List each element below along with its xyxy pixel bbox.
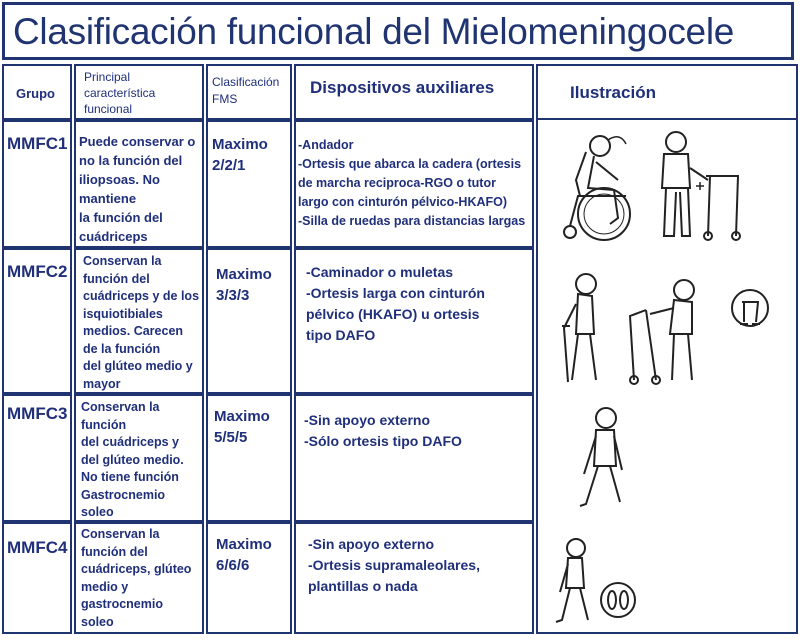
row-4-fms xyxy=(206,522,292,634)
orthosis-icon xyxy=(730,288,770,336)
row-1-caracteristica xyxy=(74,120,204,248)
row-2-grupo xyxy=(2,248,72,394)
row-4-grupo-label: MMFC4 xyxy=(7,538,68,557)
row-1-fms xyxy=(206,120,292,248)
page-title: Clasificación funcional del Mielomeningocele xyxy=(13,11,735,52)
header-dispositivos-label: Dispositivos auxiliares xyxy=(310,78,495,97)
title-box xyxy=(2,2,794,60)
row-1-dispositivos-text: -Andador -Ortesis que abarca la cadera (ortesis de marcha reciproca-RGO o tutor largo con cinturón pélvico-HKAFO) -Silla de ruedas para distancias largas xyxy=(298,138,526,228)
row-2-grupo-label: MMFC2 xyxy=(7,262,68,281)
row-3-grupo-label: MMFC3 xyxy=(7,404,68,423)
row-3-dispositivos xyxy=(294,394,534,522)
crutches-child-icon xyxy=(546,270,618,388)
header-ilustracion xyxy=(536,64,798,120)
row-1-grupo xyxy=(2,120,72,248)
walking-child-icon xyxy=(570,404,640,516)
wheelchair-child-icon xyxy=(556,130,656,245)
row-1-fms-text: Maximo 2/2/1 xyxy=(212,136,268,174)
row-3-caracteristica xyxy=(74,394,204,522)
row-4-dispositivos xyxy=(294,522,534,634)
row-2-caracteristica-text: Conservan la función del cuádriceps y de los isquiotibiales medios. Carecen de la función del glúteo medio y mayor xyxy=(83,254,200,391)
row-2-fms xyxy=(206,248,292,394)
row-4-fms-text: Maximo 6/6/6 xyxy=(216,536,272,574)
row-1-caracteristica-text: Puede conservar o no la función del iliopsoas. No mantiene la función del cuádriceps xyxy=(79,134,196,244)
row-2-fms-text: Maximo 3/3/3 xyxy=(216,266,272,304)
row-3-fms xyxy=(206,394,292,522)
row-4-grupo xyxy=(2,522,72,634)
header-caracteristica xyxy=(74,64,204,120)
header-fms-label: Clasificación FMS xyxy=(212,75,280,106)
header-grupo xyxy=(2,64,72,120)
row-1-dispositivos xyxy=(294,120,534,248)
row-4-caracteristica xyxy=(74,522,204,634)
row-4-dispositivos-text: -Sin apoyo externo -Ortesis supramaleolares, plantillas o nada xyxy=(308,536,480,594)
row-2-dispositivos-text: -Caminador o muletas -Ortesis larga con cinturón pélvico (HKAFO) u ortesis tipo DAFO xyxy=(306,264,485,343)
row-1-grupo-label: MMFC1 xyxy=(7,134,68,153)
walker-child-icon xyxy=(626,276,718,386)
row-4-caracteristica-text: Conservan la función del cuádriceps, glúteo medio y gastrocnemio soleo xyxy=(81,527,192,629)
header-dispositivos xyxy=(294,64,534,120)
row-3-caracteristica-text: Conservan la función del cuádriceps y del glúteo medio. No tiene función Gastrocnemio soleo xyxy=(81,400,184,519)
walking-child-icon xyxy=(550,536,602,628)
row-3-grupo xyxy=(2,394,72,522)
row-2-caracteristica xyxy=(74,248,204,394)
row-2-dispositivos xyxy=(294,248,534,394)
row-3-dispositivos-text: -Sin apoyo externo -Sólo ortesis tipo DAFO xyxy=(304,412,462,449)
insole-icon xyxy=(598,580,638,620)
header-caracteristica-label: Principal característica funcional xyxy=(84,70,156,116)
header-grupo-label: Grupo xyxy=(16,86,55,101)
header-fms xyxy=(206,64,292,120)
walker-child-icon xyxy=(650,128,742,243)
header-ilustracion-label: Ilustración xyxy=(570,83,656,102)
row-3-fms-text: Maximo 5/5/5 xyxy=(214,408,270,446)
